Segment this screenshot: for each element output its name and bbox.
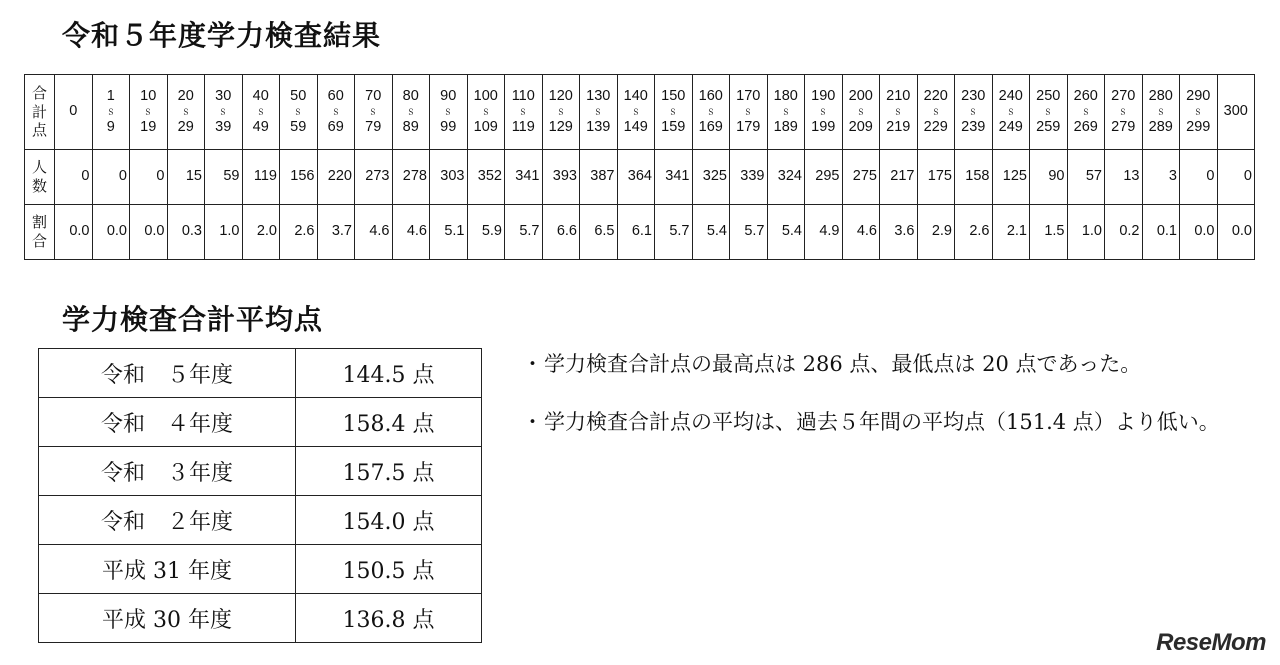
ratio-cell: 1.5: [1030, 205, 1068, 260]
ratio-cell: 3.6: [880, 205, 918, 260]
score-range-cell: [992, 75, 1030, 150]
row-label: 割 合: [25, 205, 55, 260]
score-range-cell: [92, 75, 130, 150]
range-part: 189: [773, 118, 798, 135]
range-part: 100: [473, 87, 498, 104]
ratio-row: [25, 205, 1255, 260]
count-cell: 0: [92, 150, 130, 205]
ratio-cell: 5.4: [767, 205, 805, 260]
range-part: 270: [1111, 87, 1136, 104]
count-cell: 119: [242, 150, 280, 205]
range-part: ｓ: [669, 104, 678, 119]
range-part: ｓ: [556, 104, 565, 119]
count-cell: 0: [130, 150, 168, 205]
note-max-min: [522, 344, 1262, 384]
range-part: 19: [140, 118, 157, 135]
range-part: 280: [1148, 87, 1173, 104]
ratio-cell: 4.6: [392, 205, 430, 260]
count-cell: 59: [205, 150, 243, 205]
range-part: 199: [811, 118, 836, 135]
range-part: 210: [886, 87, 911, 104]
range-part: 169: [698, 118, 723, 135]
range-part: 240: [998, 87, 1023, 104]
ratio-cell: 3.7: [317, 205, 355, 260]
range-part: 279: [1111, 118, 1136, 135]
ratio-cell: 0.0: [1180, 205, 1218, 260]
score-range-cell: [205, 75, 243, 150]
score-cell: 154.0 点: [296, 496, 482, 545]
year-cell: 令和 ４年度: [39, 398, 296, 447]
ratio-cell: 5.9: [467, 205, 505, 260]
range-part: ｓ: [744, 104, 753, 119]
range-part: ｓ: [856, 104, 865, 119]
range-part: 129: [548, 118, 573, 135]
range-part: ｓ: [1119, 104, 1128, 119]
range-part: 190: [811, 87, 836, 104]
range-part: 110: [511, 87, 535, 104]
score-range-cell: [1030, 75, 1068, 150]
average-row: [39, 349, 482, 398]
range-part: 150: [661, 87, 686, 104]
count-cell: 352: [467, 150, 505, 205]
results-title: 令和５年度学力検査結果: [62, 19, 382, 52]
range-part: 30: [215, 87, 232, 104]
count-cell: 57: [1067, 150, 1105, 205]
range-part: ｓ: [519, 104, 528, 119]
range-part: ｓ: [706, 104, 715, 119]
range-part: 120: [548, 87, 573, 104]
range-part: ｓ: [294, 104, 303, 119]
score-range-row: [25, 75, 1255, 150]
ratio-cell: 2.9: [917, 205, 955, 260]
ratio-cell: 6.5: [580, 205, 618, 260]
ratio-cell: 6.6: [542, 205, 580, 260]
range-part: 49: [252, 118, 269, 135]
range-part: 159: [661, 118, 686, 135]
count-cell: 15: [167, 150, 205, 205]
score-range-cell: [617, 75, 655, 150]
range-part: ｓ: [444, 104, 453, 119]
range-part: 260: [1073, 87, 1098, 104]
range-part: ｓ: [931, 104, 940, 119]
range-part: ｓ: [1081, 104, 1090, 119]
range-part: 20: [177, 87, 194, 104]
count-cell: 0: [55, 150, 93, 205]
range-part: ｓ: [144, 104, 153, 119]
count-cell: 175: [917, 150, 955, 205]
range-part: 249: [998, 118, 1023, 135]
range-part: ｓ: [106, 104, 115, 119]
count-cell: 325: [692, 150, 730, 205]
range-part: ｓ: [256, 104, 265, 119]
score-range-cell: [1067, 75, 1105, 150]
range-part: ｓ: [781, 104, 790, 119]
range-part: 9: [106, 118, 115, 135]
range-part: 250: [1036, 87, 1061, 104]
range-part: 209: [848, 118, 873, 135]
ratio-cell: 5.1: [430, 205, 468, 260]
ratio-cell: 0.0: [55, 205, 93, 260]
range-part: 259: [1036, 118, 1061, 135]
score-range-cell: [805, 75, 843, 150]
count-cell: 158: [955, 150, 993, 205]
ratio-cell: 4.6: [355, 205, 393, 260]
range-part: 140: [623, 87, 648, 104]
score-range-cell: [880, 75, 918, 150]
count-cell: 278: [392, 150, 430, 205]
range-part: 39: [215, 118, 232, 135]
score-range-cell: [280, 75, 318, 150]
ratio-cell: 4.6: [842, 205, 880, 260]
score-range-cell: [955, 75, 993, 150]
range-part: 179: [736, 118, 761, 135]
count-row: [25, 150, 1255, 205]
bullet: ・: [522, 352, 543, 376]
range-part: 80: [402, 87, 419, 104]
ratio-cell: 2.6: [280, 205, 318, 260]
range-part: 239: [961, 118, 986, 135]
score-range-cell: [655, 75, 693, 150]
average-row: [39, 545, 482, 594]
score-cell: 158.4 点: [296, 398, 482, 447]
row-label: 人 数: [25, 150, 55, 205]
score-range-cell: [430, 75, 468, 150]
range-part: ｓ: [331, 104, 340, 119]
range-part: 40: [252, 87, 269, 104]
range-part: 160: [698, 87, 723, 104]
range-part: 10: [140, 87, 157, 104]
range-part: ｓ: [1006, 104, 1015, 119]
count-cell: 295: [805, 150, 843, 205]
score-cell: 157.5 点: [296, 447, 482, 496]
range-part: ｓ: [1156, 104, 1165, 119]
range-part: 90: [440, 87, 457, 104]
score-range-cell: [767, 75, 805, 150]
ratio-cell: 1.0: [1067, 205, 1105, 260]
count-cell: 3: [1142, 150, 1180, 205]
ratio-cell: 0.0: [130, 205, 168, 260]
average-row: [39, 594, 482, 643]
range-part: ｓ: [819, 104, 828, 119]
range-part: 69: [327, 118, 344, 135]
count-cell: 217: [880, 150, 918, 205]
range-part: 139: [586, 118, 611, 135]
range-part: ｓ: [219, 104, 228, 119]
year-cell: 平成 30 年度: [39, 594, 296, 643]
notes: [522, 344, 1262, 470]
range-part: ｓ: [481, 104, 490, 119]
range-part: 109: [473, 118, 498, 135]
row-label: 合 計 点: [25, 75, 55, 150]
count-cell: 324: [767, 150, 805, 205]
ratio-cell: 0.2: [1105, 205, 1143, 260]
score-range-cell: [917, 75, 955, 150]
average-score-table: [38, 348, 482, 643]
average-row: [39, 398, 482, 447]
range-part: 180: [773, 87, 798, 104]
range-part: ｓ: [1044, 104, 1053, 119]
score-cell: 144.5 点: [296, 349, 482, 398]
range-part: 50: [290, 87, 307, 104]
year-cell: 平成 31 年度: [39, 545, 296, 594]
range-part: 300: [1223, 103, 1248, 120]
range-part: 290: [1186, 87, 1211, 104]
range-part: 269: [1073, 118, 1098, 135]
ratio-cell: 2.0: [242, 205, 280, 260]
score-range-cell: [392, 75, 430, 150]
score-range-cell: [55, 75, 93, 150]
range-part: 130: [586, 87, 611, 104]
ratio-cell: 0.1: [1142, 205, 1180, 260]
count-cell: 220: [317, 150, 355, 205]
score-cell: 136.8 点: [296, 594, 482, 643]
average-title: 学力検査合計平均点: [62, 303, 324, 336]
year-cell: 令和 ２年度: [39, 496, 296, 545]
count-cell: 387: [580, 150, 618, 205]
range-part: 219: [886, 118, 911, 135]
ratio-cell: 5.7: [730, 205, 768, 260]
range-part: ｓ: [1194, 104, 1203, 119]
count-cell: 275: [842, 150, 880, 205]
ratio-cell: 6.1: [617, 205, 655, 260]
range-part: 1: [106, 87, 115, 104]
average-row: [39, 447, 482, 496]
note-text: 学力検査合計点の平均は、過去５年間の平均点（151.4 点）より低い。: [544, 410, 1220, 434]
ratio-cell: 2.1: [992, 205, 1030, 260]
ratio-cell: 4.9: [805, 205, 843, 260]
resemom-logo: ReseMom: [1156, 629, 1266, 656]
score-range-cell: [1180, 75, 1218, 150]
score-range-cell: [692, 75, 730, 150]
count-cell: 341: [655, 150, 693, 205]
range-part: ｓ: [369, 104, 378, 119]
range-part: ｓ: [406, 104, 415, 119]
count-cell: 341: [505, 150, 543, 205]
score-cell: 150.5 点: [296, 545, 482, 594]
score-range-cell: [1142, 75, 1180, 150]
score-distribution-table: [24, 74, 1255, 260]
range-part: 0: [69, 103, 78, 120]
bullet: ・: [522, 410, 543, 434]
range-part: 149: [623, 118, 648, 135]
range-part: ｓ: [894, 104, 903, 119]
range-part: 299: [1186, 118, 1211, 135]
year-cell: 令和 ３年度: [39, 447, 296, 496]
range-part: 170: [736, 87, 761, 104]
range-part: 230: [961, 87, 986, 104]
range-part: 220: [923, 87, 948, 104]
range-part: 99: [440, 118, 457, 135]
ratio-cell: 5.4: [692, 205, 730, 260]
score-range-cell: [730, 75, 768, 150]
count-cell: 0: [1180, 150, 1218, 205]
score-range-cell: [1105, 75, 1143, 150]
count-cell: 303: [430, 150, 468, 205]
year-cell: 令和 ５年度: [39, 349, 296, 398]
score-range-cell: [505, 75, 543, 150]
score-range-cell: [467, 75, 505, 150]
range-part: 200: [848, 87, 873, 104]
score-range-cell: [242, 75, 280, 150]
note-text: 学力検査合計点の最高点は 286 点、最低点は 20 点であった。: [544, 352, 1142, 376]
ratio-cell: 5.7: [505, 205, 543, 260]
count-cell: 273: [355, 150, 393, 205]
score-range-cell: [842, 75, 880, 150]
count-cell: 393: [542, 150, 580, 205]
count-cell: 0: [1217, 150, 1255, 205]
range-part: 70: [365, 87, 382, 104]
range-part: 60: [327, 87, 344, 104]
score-range-cell: [167, 75, 205, 150]
score-range-cell: [130, 75, 168, 150]
score-range-cell: [1217, 75, 1255, 150]
range-part: 59: [290, 118, 307, 135]
score-range-cell: [580, 75, 618, 150]
range-part: ｓ: [969, 104, 978, 119]
range-part: 79: [365, 118, 382, 135]
range-part: 119: [511, 118, 535, 135]
range-part: 289: [1148, 118, 1173, 135]
range-part: 89: [402, 118, 419, 135]
count-cell: 125: [992, 150, 1030, 205]
note-average: [522, 398, 1262, 446]
count-cell: 339: [730, 150, 768, 205]
ratio-cell: 1.0: [205, 205, 243, 260]
count-cell: 364: [617, 150, 655, 205]
range-part: ｓ: [181, 104, 190, 119]
count-cell: 13: [1105, 150, 1143, 205]
score-range-cell: [542, 75, 580, 150]
ratio-cell: 0.0: [92, 205, 130, 260]
count-cell: 90: [1030, 150, 1068, 205]
range-part: ｓ: [594, 104, 603, 119]
ratio-cell: 0.3: [167, 205, 205, 260]
range-part: 29: [177, 118, 194, 135]
range-part: ｓ: [631, 104, 640, 119]
score-range-cell: [317, 75, 355, 150]
average-row: [39, 496, 482, 545]
range-part: 229: [923, 118, 948, 135]
count-cell: 156: [280, 150, 318, 205]
ratio-cell: 0.0: [1217, 205, 1255, 260]
ratio-cell: 5.7: [655, 205, 693, 260]
ratio-cell: 2.6: [955, 205, 993, 260]
score-range-cell: [355, 75, 393, 150]
